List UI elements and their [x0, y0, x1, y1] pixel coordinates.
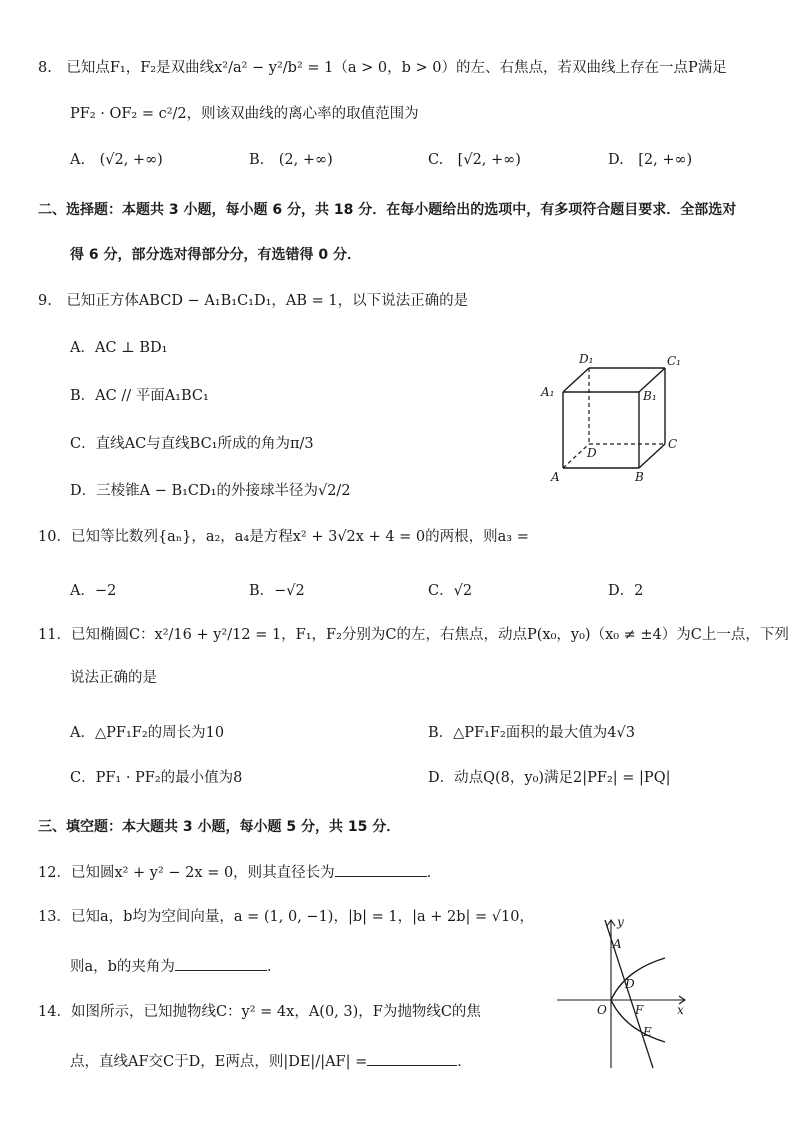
q11-option-a: A．△PF₁F₂的周长为10 [70, 725, 225, 741]
cube-label-c1: C₁ [667, 354, 681, 368]
cube-label-a: A [551, 470, 560, 484]
q12-answer-blank[interactable] [335, 862, 427, 877]
q9-option-d: D．三棱锥A − B₁CD₁的外接球半径为√2/2 [70, 483, 351, 499]
q14-answer-blank[interactable] [367, 1051, 457, 1066]
q11-line1: 11．已知椭圆C：x²/16 + y²/12 = 1，F₁，F₂分别为C的左，右焦点，动点P(x₀，y₀)（x₀ ≠ ±4）为C上一点，下列 [38, 627, 789, 643]
q10-option-a: A．−2 [70, 583, 117, 599]
q8-line2: PF₂ · OF₂ = c²/2，则该双曲线的离心率的取值范围为 [70, 106, 419, 122]
q13-line1: 13．已知a，b均为空间向量，a = (1, 0, −1)，|b| = 1，|a + 2b| = √10， [38, 909, 534, 925]
q11-option-d: D．动点Q(8，y₀)满足2|PF₂| = |PQ| [428, 770, 671, 786]
q13-text: 则a，b的夹角为 [70, 959, 175, 975]
q11-option-b: B．△PF₁F₂面积的最大值为4√3 [428, 725, 635, 741]
parabola-label-o: O [597, 1003, 607, 1017]
parabola-label-f: F [635, 1003, 644, 1017]
cube-label-d: D [587, 446, 597, 460]
q12-text: 12．已知圆x² + y² − 2x = 0，则其直径长为 [38, 865, 335, 881]
q11-line2: 说法正确的是 [70, 670, 157, 686]
parabola-label-d: D [625, 977, 635, 991]
q12-stem [38, 862, 441, 883]
parabola-label-x: x [677, 1003, 684, 1017]
q9-option-b: B．AC // 平面A₁BC₁ [70, 388, 209, 404]
section2-heading-line2: 得 6 分，部分选对得部分分，有选错得 0 分． [70, 247, 361, 263]
cube-figure [535, 350, 685, 485]
q9-stem: 9. 已知正方体ABCD − A₁B₁C₁D₁，AB = 1，以下说法正确的是 [38, 293, 469, 309]
q14-line2 [70, 1051, 472, 1072]
q14-end: ． [457, 1054, 472, 1070]
section3-heading: 三、填空题：本大题共 3 小题，每小题 5 分，共 15 分． [38, 819, 401, 835]
q8-line1: 8. 已知点F₁，F₂是双曲线x²/a² − y²/b² = 1（a > 0，b > 0）的左、右焦点，若双曲线上存在一点P满足 [38, 60, 727, 76]
cube-label-b1: B₁ [643, 389, 657, 403]
q12-end: ． [426, 865, 442, 881]
q13-end: ． [266, 959, 282, 975]
q8-option-b: B. (2, +∞) [249, 152, 333, 168]
cube-label-d1: D₁ [579, 352, 594, 366]
cube-label-c: C [668, 437, 678, 451]
q13-line2 [70, 956, 281, 977]
q8-option-d: D. [2, +∞) [608, 152, 693, 168]
q9-option-c: C．直线AC与直线BC₁所成的角为π/3 [70, 436, 314, 452]
q14-line1: 14．如图所示，已知抛物线C：y² = 4x，A(0, 3)，F为抛物线C的焦 [38, 1004, 481, 1020]
q8-option-c: C. [√2, +∞) [428, 152, 521, 168]
parabola-label-e: E [643, 1025, 652, 1039]
q10-option-b: B．−√2 [249, 583, 305, 599]
parabola-label-a: A [613, 937, 622, 951]
q10-option-c: C．√2 [428, 583, 473, 599]
q13-answer-blank[interactable] [175, 956, 267, 971]
q8-option-a: A. (√2, +∞) [70, 152, 163, 168]
cube-label-a1: A₁ [541, 385, 555, 399]
q11-option-c: C．PF₁ · PF₂的最小值为8 [70, 770, 243, 786]
cube-label-b: B [635, 470, 644, 484]
q10-option-d: D．2 [608, 583, 644, 599]
q14-text: 点，直线AF交C于D，E两点，则|DE|/|AF| = [70, 1054, 368, 1070]
q9-option-a: A．AC ⊥ BD₁ [70, 340, 168, 356]
parabola-figure [555, 912, 695, 1072]
parabola-label-y: y [617, 915, 624, 929]
q10-stem: 10．已知等比数列{aₙ}，a₂，a₄是方程x² + 3√2x + 4 = 0的两根，则a₃ = [38, 529, 529, 545]
section2-heading-line1: 二、选择题：本题共 3 小题，每小题 6 分，共 18 分．在每小题给出的选项中，有多项符合题目要求．全部选对 [38, 202, 737, 218]
